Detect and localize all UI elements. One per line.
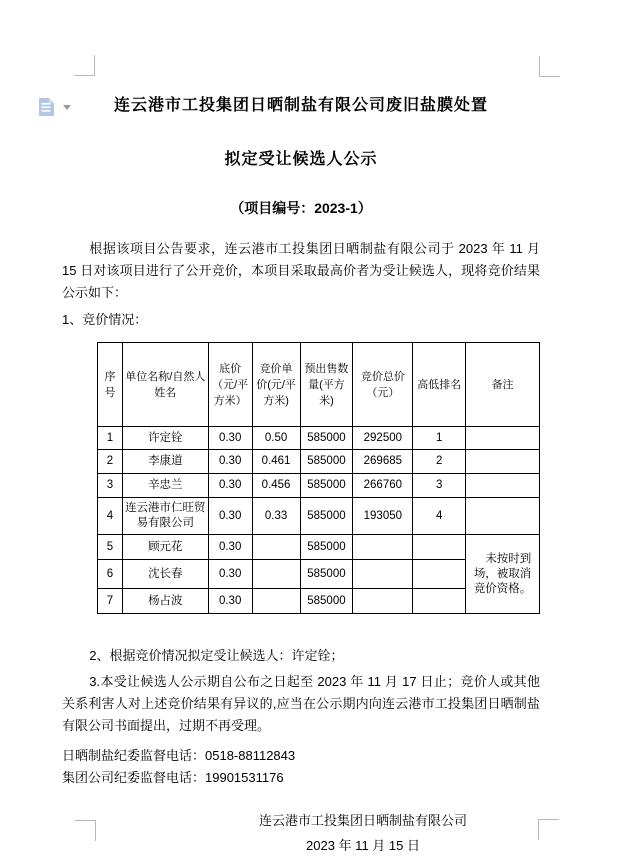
- table-cell: 585000: [300, 560, 353, 589]
- table-cell: 5: [98, 535, 123, 560]
- table-cell: 269685: [353, 450, 413, 474]
- table-cell: 2: [98, 450, 123, 474]
- table-cell-merged-remark: 未按时到场，被取消竞价资格。: [466, 535, 540, 614]
- document-content: [62, 0, 540, 858]
- table-cell: 4: [413, 498, 466, 535]
- table-row: [98, 450, 540, 474]
- table-cell: [353, 589, 413, 614]
- table-cell: 585000: [300, 450, 353, 474]
- table-cell: 292500: [353, 427, 413, 450]
- table-cell: 1: [98, 427, 123, 450]
- document-title-line1: 连云港市工投集团日晒制盐有限公司废旧盐膜处置: [113, 97, 488, 114]
- table-cell: 585000: [300, 535, 353, 560]
- table-cell: [252, 589, 300, 614]
- paragraph-candidate: 2、根据竞价情况拟定受让候选人：许定铨；: [89, 648, 344, 663]
- table-cell: 杨占波: [122, 589, 208, 614]
- table-cell: 7: [98, 589, 123, 614]
- contact-phone-line1: 日晒制盐纪委监督电话：0518-88112843: [62, 748, 296, 763]
- table-cell: 0.30: [208, 474, 252, 498]
- table-cell-remark: [466, 474, 540, 498]
- table-cell: 0.30: [208, 535, 252, 560]
- table-cell: 0.30: [208, 450, 252, 474]
- paste-options-icon: [36, 96, 58, 125]
- table-cell: [413, 589, 466, 614]
- table-cell: 沈长春: [122, 560, 208, 589]
- intro-paragraph: 根据该项目公告要求，连云港市工投集团日晒制盐有限公司于 2023 年 11 月 15 日对该项目进行了公开竞价，本项目采取最高价者为受让候选人，现将竞价结果公示如下：: [62, 241, 540, 300]
- table-cell: [353, 535, 413, 560]
- table-cell-remark: [466, 427, 540, 450]
- table-cell: 585000: [300, 498, 353, 535]
- document-title-line2: 拟定受让候选人公示: [224, 151, 378, 168]
- col-header-name: 单位名称/自然人姓名: [122, 343, 208, 427]
- table-cell: 585000: [300, 589, 353, 614]
- col-header-quantity: 预出售数量(平方米): [300, 343, 353, 427]
- table-cell: 0.461: [252, 450, 300, 474]
- table-header-row: [98, 343, 540, 427]
- table-cell: [413, 560, 466, 589]
- table-cell: 许定铨: [122, 427, 208, 450]
- table-cell: 1: [413, 427, 466, 450]
- table-row: [98, 498, 540, 535]
- table-cell: 6: [98, 560, 123, 589]
- table-cell: 0.30: [208, 498, 252, 535]
- table-cell: 0.30: [208, 589, 252, 614]
- table-cell: 连云港市仁旺贸易有限公司: [122, 498, 208, 535]
- table-cell: [252, 535, 300, 560]
- table-cell: 4: [98, 498, 123, 535]
- table-cell: 0.33: [252, 498, 300, 535]
- table-cell: 3: [413, 474, 466, 498]
- signature-date: 2023 年 11 月 15 日: [306, 838, 420, 853]
- paragraph-publicity-period: 3.本受让候选人公示期自公布之日起至 2023 年 11 月 17 日止；竞价人或其他关系利害人对上述竞价结果有异议的,应当在公示期内向连云港市工投集团日晒制盐有限公司书面提出，过期不再受理。: [62, 674, 540, 733]
- table-row: [98, 427, 540, 450]
- table-cell: 0.30: [208, 560, 252, 589]
- table-cell: 李康道: [122, 450, 208, 474]
- table-cell: 193050: [353, 498, 413, 535]
- table-cell: 585000: [300, 427, 353, 450]
- table-cell: [413, 535, 466, 560]
- table-cell: 2: [413, 450, 466, 474]
- table-cell: 辛忠兰: [122, 474, 208, 498]
- col-header-total-price: 竞价总价（元）: [353, 343, 413, 427]
- contact-phone-line2: 集团公司纪委监督电话：19901531176: [62, 770, 284, 785]
- table-cell: 585000: [300, 474, 353, 498]
- section1-heading: 1、竞价情况：: [62, 312, 148, 327]
- table-cell: 3: [98, 474, 123, 498]
- table-row: [98, 535, 540, 560]
- col-header-seq: 序号: [98, 343, 123, 427]
- table-cell: 266760: [353, 474, 413, 498]
- text-boundary-mark-top-right: [539, 56, 560, 77]
- table-cell: 0.50: [252, 427, 300, 450]
- signature-block: [62, 808, 540, 858]
- table-cell: 0.456: [252, 474, 300, 498]
- col-header-bid-unit-price: 竞价单价(元/平方米): [252, 343, 300, 427]
- col-header-base-price: 底价（元/平方米）: [208, 343, 252, 427]
- table-cell: [252, 560, 300, 589]
- table-row: [98, 474, 540, 498]
- project-number: （项目编号：2023-1）: [230, 200, 372, 216]
- table-cell: [353, 560, 413, 589]
- table-cell: 顾元花: [122, 535, 208, 560]
- signature-company: 连云港市工投集团日晒制盐有限公司: [258, 813, 467, 828]
- col-header-remark: 备注: [466, 343, 540, 427]
- supervision-contacts: [62, 745, 540, 789]
- col-header-rank: 高低排名: [413, 343, 466, 427]
- table-cell: 0.30: [208, 427, 252, 450]
- text-boundary-mark-bottom-right: [538, 819, 559, 840]
- table-cell-remark: [466, 450, 540, 474]
- table-cell-remark: [466, 498, 540, 535]
- bid-results-table: [97, 342, 540, 614]
